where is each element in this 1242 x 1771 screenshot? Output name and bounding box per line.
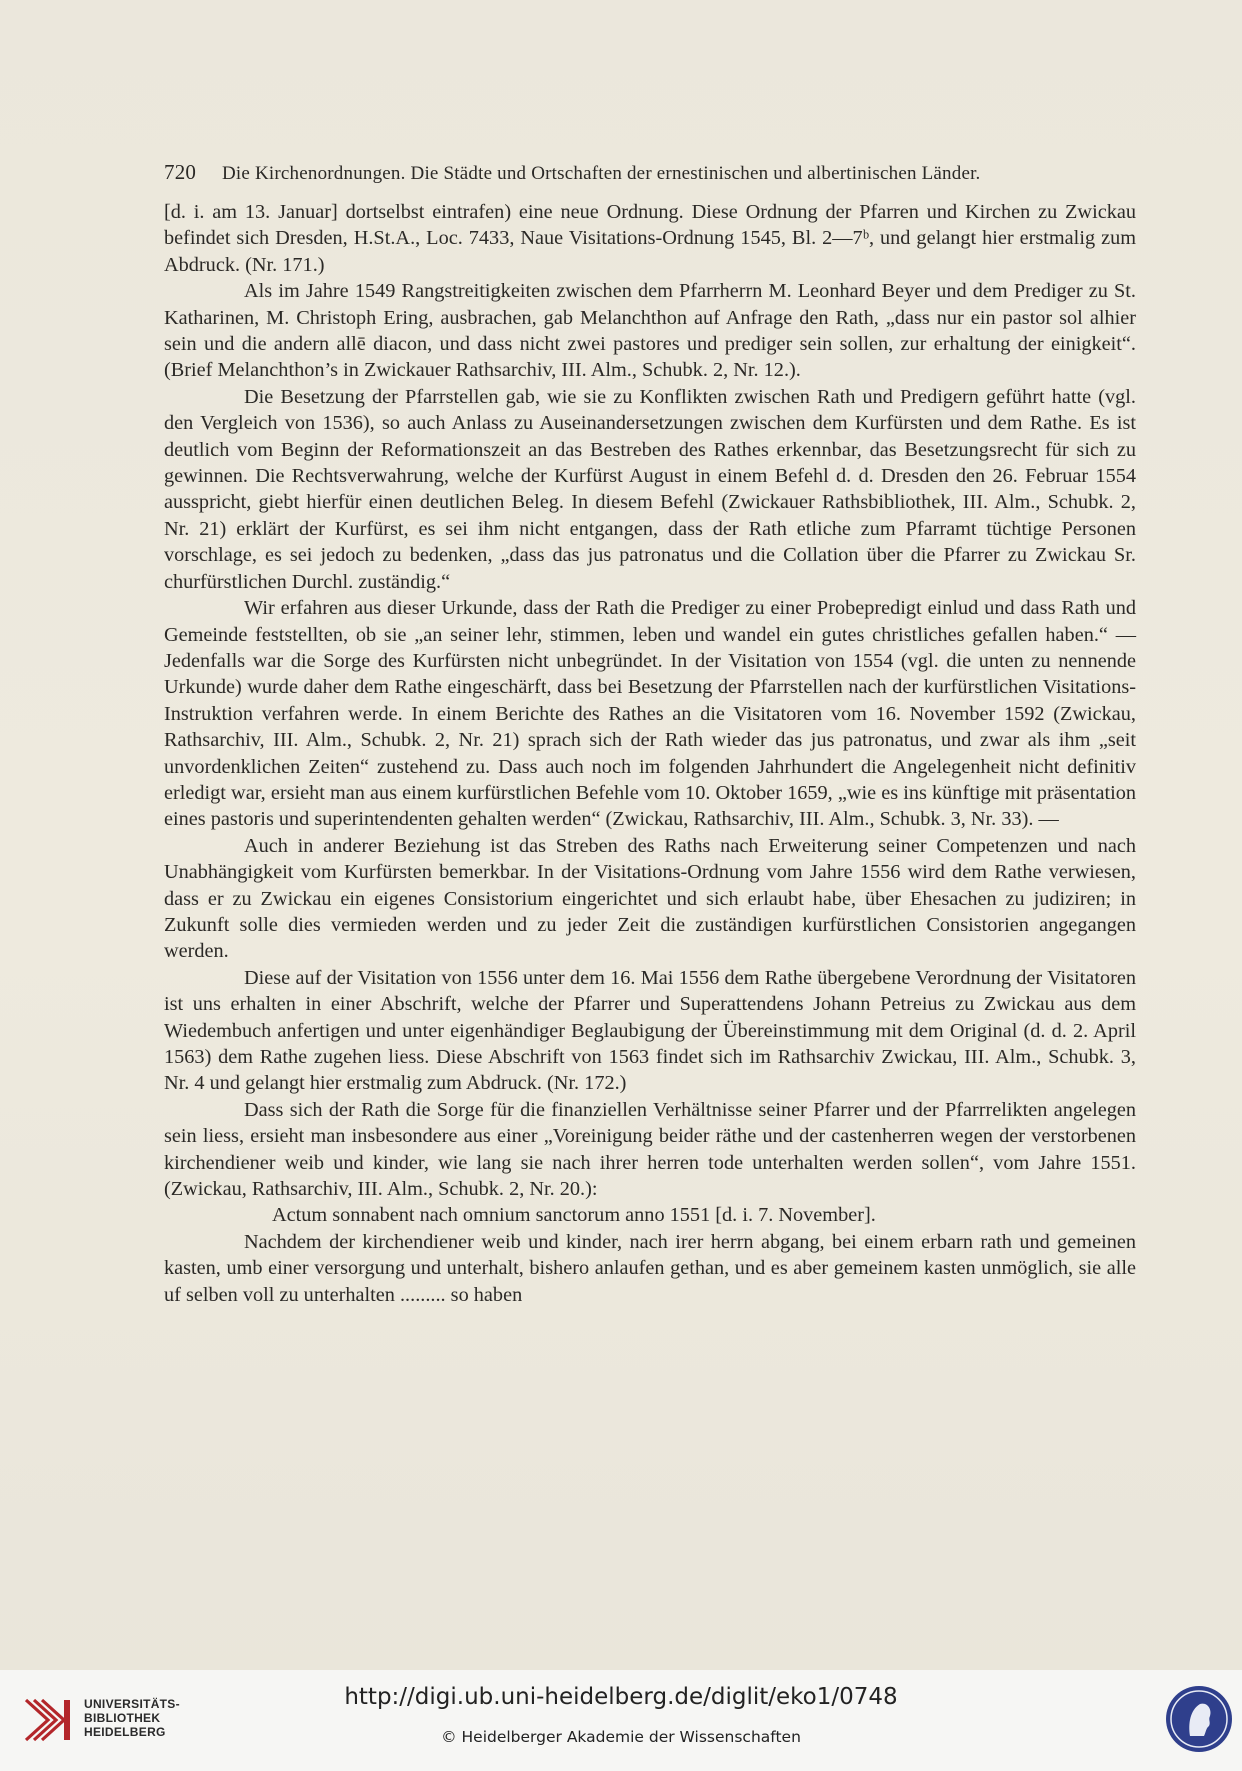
copyright-notice: © Heidelberger Akademie der Wissenschaften bbox=[441, 1728, 801, 1746]
running-header bbox=[164, 158, 1076, 188]
viewer-footer bbox=[0, 1670, 1242, 1771]
paragraph: Diese auf der Visitation von 1556 unter dem 16. Mai 1556 dem Rathe übergebene Verordnung der Visitatoren ist uns erhalten in einer Abschrift, welche der Pfarrer und Superattendens Johann Petreius zu Zwickau aus dem Wiedembuch anfertigen und unter eigenhändiger Beglaubigung der Übereinstimmung mit dem Original (d. d. 2. April 1563) dem Rathe zugehen liess. Diese Abschrift von 1563 findet sich im Rathsarchiv Zwickau, III. Alm., Schubk. 3, Nr. 4 und gelangt hier erstmalig zum Abdruck. (Nr. 172.) bbox=[164, 966, 1136, 1095]
paragraph: [d. i. am 13. Januar] dortselbst eintrafen) eine neue Ordnung. Diese Ordnung der Pfarren und Kirchen zu Zwickau befindet sich Dresden, H.St.A., Loc. 7433, Naue Visitations-Ordnung 1545, Bl. 2—7ᵇ, und gelangt hier erstmalig zum Abdruck. (Nr. 171.) bbox=[164, 201, 1136, 276]
permalink-url[interactable]: http://digi.ub.uni-heidelberg.de/diglit/eko1/0748 bbox=[344, 1684, 898, 1710]
paragraph: Actum sonnabent nach omnium sanctorum anno 1551 [d. i. 7. November]. bbox=[272, 1204, 876, 1227]
paragraph: Dass sich der Rath die Sorge für die finanziellen Verhältnisse seiner Pfarrer und der Pfarrrelikten angelegen sein liess, ersieht man insbesondere aus einer „Voreinigung beider räthe und der castenherren wegen der verstorbenen kirchendiener weib und kinder, wie lang sie nach ihrer herren tode unterhalten werden sollen“, vom Jahre 1551. (Zwickau, Rathsarchiv, III. Alm., Schubk. 2, Nr. 20.): bbox=[164, 1098, 1136, 1201]
paragraph: Die Besetzung der Pfarrstellen gab, wie sie zu Konflikten zwischen Rath und Predigern geführt hatte (vgl. den Vergleich von 1536), so auch Anlass zu Auseinandersetzungen zwischen dem Kurfürsten und dem Rathe. Es ist deutlich vom Beginn der Reformationszeit an das Bestreben des Rathes erkennbar, das Besetzungsrecht für sich zu gewinnen. Die Rechtsverwahrung, welche der Kurfürst August in einem Befehl d. d. Dresden den 26. Februar 1554 ausspricht, giebt hierfür einen deutlichen Beleg. In diesem Befehl (Zwickauer Rathsbibliothek, III. Alm., Schubk. 2, Nr. 21) erklärt der Kurfürst, es sei ihm nicht entgangen, dass der Rath etliche zum Pfarramt tüchtige Personen vorschlage, es sei jedoch zu bedenken, „dass das jus patronatus und die Collation über die Pfarrer zu Zwickau Sr. churfürstlichen Durchl. zuständig.“ bbox=[164, 385, 1136, 593]
institution-name: UNIVERSITÄTS- BIBLIOTHEK HEIDELBERG bbox=[84, 1697, 180, 1739]
paragraph: Als im Jahre 1549 Rangstreitigkeiten zwischen dem Pfarrherrn M. Leonhard Beyer und dem Prediger zu St. Katharinen, M. Christoph Ering, ausbrachen, gab Melanchthon auf Anfrage den Rath, „dass nur ein pastor sol alhier sein und die andern allē diacon, und dass nicht zwei pastores und prediger sein sollen, zur erhaltung der einigkeit“. (Brief Melanchthon’s in Zwickauer Rathsarchiv, III. Alm., Schubk. 2, Nr. 12.). bbox=[164, 280, 1136, 382]
paragraph: Auch in anderer Beziehung ist das Streben des Raths nach Erweiterung seiner Competenzen und nach Unabhängigkeit vom Kurfürsten bemerkbar. In der Visitations-Ordnung vom Jahre 1556 wird dem Rathe verwiesen, dass er zu Zwickau ein eigenes Consistorium eingerichtet und sich erlaubt habe, über Ehesachen zu judiziren; in Zukunft solle dies vermieden werden und zu jeder Zeit die zuständigen kurfürstlichen Consistorien angegangen werden. bbox=[164, 834, 1136, 963]
body-text bbox=[164, 199, 1136, 1308]
academy-seal-icon bbox=[1164, 1684, 1234, 1754]
running-title: Die Kirchenordnungen. Die Städte und Ortschaften der ernestinischen und albertinischen Länder. bbox=[222, 163, 981, 184]
paragraph: Wir erfahren aus dieser Urkunde, dass der Rath die Prediger zu einer Probepredigt einlud und dass Rath und Gemeinde feststellten, ob sie „an seiner lehr, stimmen, leben und wandel ein gutes christliches gefallen haben.“ — Jedenfalls war die Sorge des Kurfürsten nicht unbegründet. In der Visitation von 1554 (vgl. die unten zu nennende Urkunde) wurde daher dem Rathe eingeschärft, dass bei Besetzung der Pfarrstellen nach der kurfürstlichen Visitations-Instruktion verfahren werde. In einem Berichte des Rathes an die Visitatoren vom 16. November 1592 (Zwickau, Rathsarchiv, III. Alm., Schubk. 2, Nr. 21) sprach sich der Rath wieder das jus patronatus, und zwar als ihm „seit unvordenklichen Zeiten“ zustehend zu. Dass auch noch im folgenden Jahrhundert die Angelegenheit nicht definitiv erledigt war, ersieht man aus einem kurfürstlichen Befehle vom 10. Oktober 1659, „wie es ins künftige mit präsentation eines pastoris und superintendenten gehalten werden“ (Zwickau, Rathsarchiv, III. Alm., Schubk. 3, Nr. 33). — bbox=[164, 597, 1136, 831]
paragraph: Nachdem der kirchendiener weib und kinder, nach irer herrn abgang, bei einem erbarn rath und gemeinen kasten, umb einer versorgung und unterhalt, bishero anlaufen gethan, und es aber gemeinem kasten unmöglich, sie alle uf selben voll zu unterhalten ......... so haben bbox=[164, 1230, 1136, 1306]
page-number: 720 bbox=[164, 160, 197, 184]
